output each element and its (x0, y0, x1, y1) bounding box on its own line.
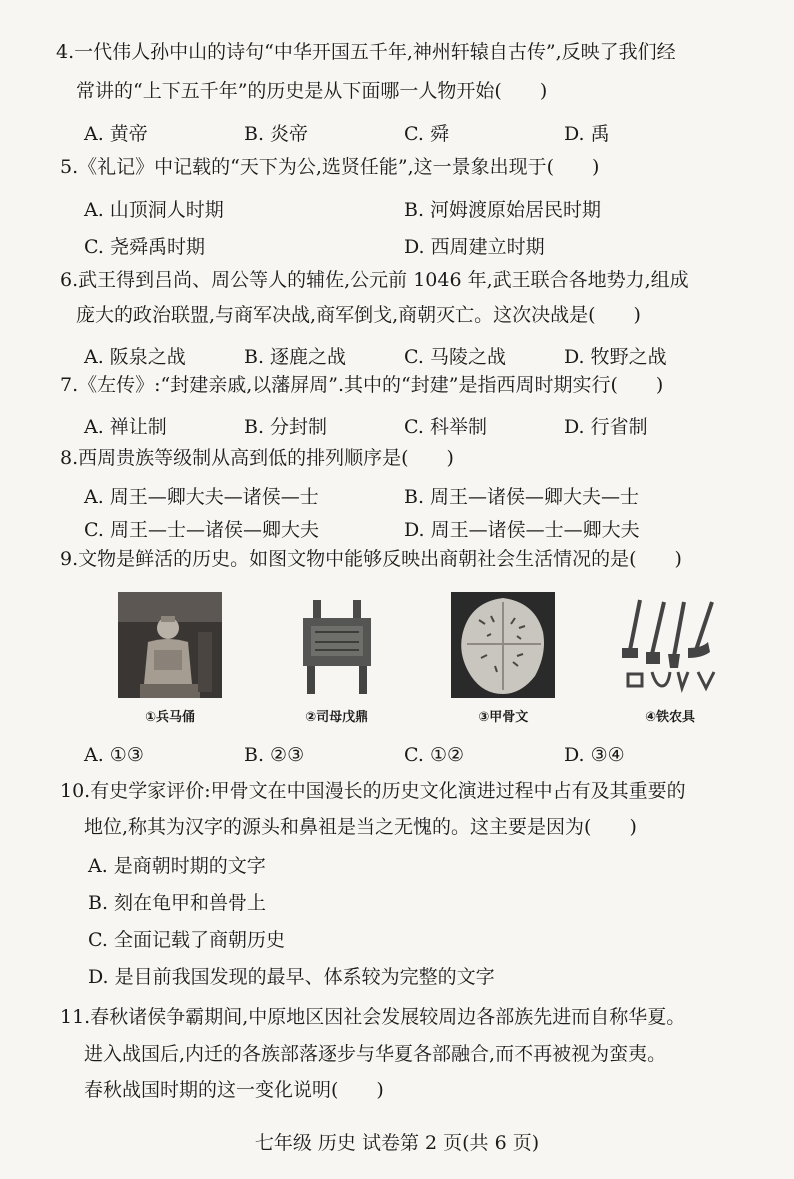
option-a: A. 黄帝 (84, 123, 148, 145)
question-7-stem: 7.《左传》:“封建亲戚,以藩屏周”.其中的“封建”是指西周时期实行( ) (60, 374, 664, 396)
option-c: C. 马陵之战 (404, 346, 506, 368)
question-11-stem-line-1: 11.春秋诸侯争霸期间,中原地区因社会发展较周边各部族先进而自称华夏。 (60, 1006, 686, 1028)
question-6-options (84, 342, 724, 369)
question-10-option-d: D. 是目前我国发现的最早、体系较为完整的文字 (88, 966, 495, 988)
question-6-stem-line-2: 庞大的政治联盟,与商军决战,商军倒戈,商朝灭亡。这次决战是( ) (76, 304, 641, 326)
question-10-option-a: A. 是商朝时期的文字 (88, 855, 266, 877)
caption-terracotta: ①兵马俑 (144, 710, 195, 725)
caption-ding: ②司母戊鼎 (305, 710, 369, 725)
option-d: D. 牧野之战 (564, 346, 667, 368)
option-c: C. 周王—士—诸侯—卿大夫 (84, 519, 319, 541)
option-d: D. 禹 (564, 123, 610, 145)
option-d: D. 行省制 (564, 416, 648, 438)
artifact-images (100, 592, 740, 725)
artifact-terracotta (100, 592, 240, 725)
question-8-options-row-2 (84, 515, 724, 542)
option-a: A. 周王—卿大夫—诸侯—士 (84, 486, 319, 508)
option-a: A. 山顶洞人时期 (84, 199, 224, 221)
question-4-stem-line-1: 4.一代伟人孙中山的诗句“中华开国五千年,神州轩辕自古传”,反映了我们经 (56, 41, 676, 63)
question-7-options (84, 412, 724, 439)
option-c: C. 科举制 (404, 416, 487, 438)
page-footer: 七年级 历史 试卷第 2 页(共 6 页) (254, 1132, 540, 1154)
question-11-stem-line-3: 春秋战国时期的这一变化说明( ) (84, 1079, 384, 1101)
option-c: C. 舜 (404, 123, 449, 145)
question-10-stem-line-2: 地位,称其为汉字的源头和鼻祖是当之无愧的。这主要是因为( ) (84, 816, 637, 838)
option-c: C. 尧舜禹时期 (84, 236, 205, 258)
question-8-options-row-1 (84, 482, 724, 509)
option-b: B. 炎帝 (244, 123, 309, 145)
question-9-stem: 9.文物是鲜活的历史。如图文物中能够反映出商朝社会生活情况的是( ) (60, 548, 682, 570)
terracotta-warrior-icon (118, 592, 222, 698)
option-a: A. ①③ (84, 744, 144, 766)
question-11-stem-line-2: 进入战国后,内迁的各族部落逐步与华夏各部融合,而不再被视为蛮夷。 (84, 1043, 667, 1065)
oracle-bone-icon (451, 592, 555, 698)
caption-iron-tools: ④铁农具 (644, 710, 695, 725)
question-8-stem: 8.西周贵族等级制从高到低的排列顺序是( ) (60, 447, 454, 469)
question-9-options (84, 744, 724, 766)
question-10-option-c: C. 全面记载了商朝历史 (88, 929, 285, 951)
artifact-iron-tools (600, 592, 740, 725)
option-a: A. 禅让制 (84, 416, 167, 438)
question-10-stem-line-1: 10.有史学家评价:甲骨文在中国漫长的历史文化演进过程中占有及其重要的 (60, 780, 686, 802)
option-b: B. ②③ (244, 744, 305, 766)
option-a: A. 阪泉之战 (84, 346, 186, 368)
option-d: D. ③④ (564, 744, 625, 766)
question-5-options-row-2 (84, 232, 724, 259)
option-b: B. 河姆渡原始居民时期 (404, 199, 602, 221)
option-b: B. 周王—诸侯—卿大夫—士 (404, 486, 640, 508)
artifact-ding (267, 592, 407, 725)
iron-tools-icon (618, 592, 722, 698)
artifact-oracle-bone (433, 592, 573, 725)
question-5-stem: 5.《礼记》中记载的“天下为公,选贤任能”,这一景象出现于( ) (60, 156, 600, 178)
question-4-stem-line-2: 常讲的“上下五千年”的历史是从下面哪一人物开始( ) (76, 80, 548, 102)
option-b: B. 逐鹿之战 (244, 346, 347, 368)
question-10-option-b: B. 刻在龟甲和兽骨上 (88, 892, 267, 914)
question-6-stem-line-1: 6.武王得到吕尚、周公等人的辅佐,公元前 1046 年,武王联合各地势力,组成 (60, 269, 689, 291)
caption-oracle-bone: ③甲骨文 (478, 710, 529, 725)
question-5-options-row-1 (84, 195, 724, 222)
option-d: D. 周王—诸侯—士—卿大夫 (404, 519, 640, 541)
option-c: C. ①② (404, 744, 465, 766)
question-4-options (84, 119, 724, 146)
bronze-ding-icon (285, 592, 389, 698)
option-b: B. 分封制 (244, 416, 328, 438)
option-d: D. 西周建立时期 (404, 236, 545, 258)
